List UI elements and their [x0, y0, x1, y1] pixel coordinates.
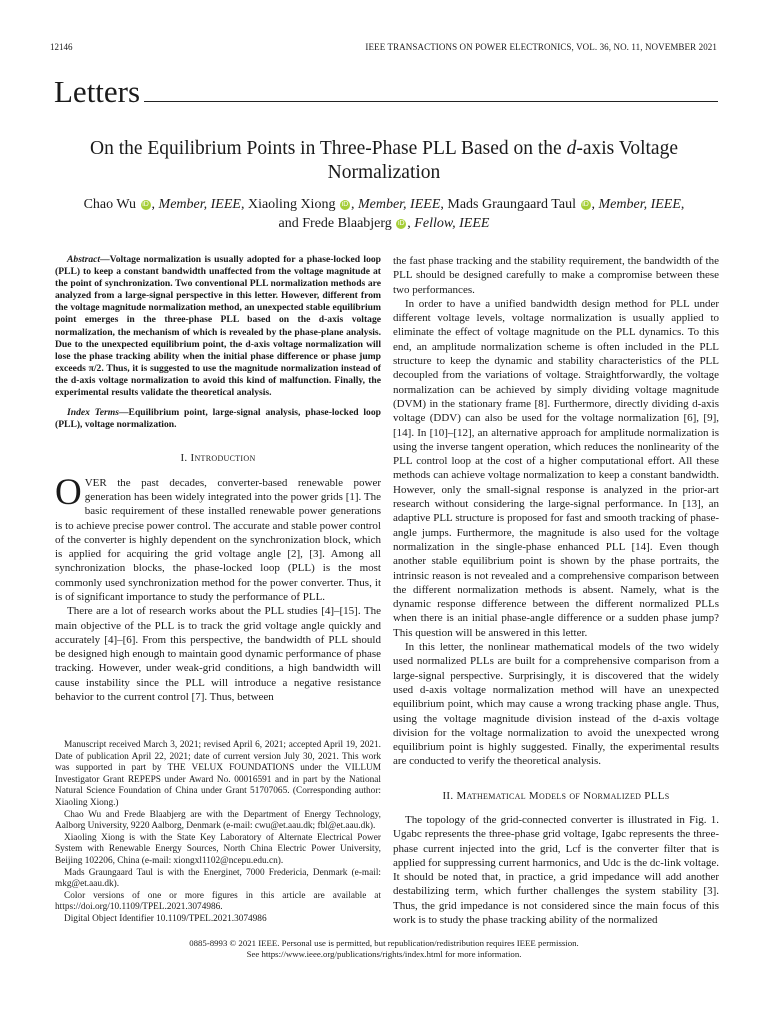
footnote-affil-3: Mads Graungaard Taul is with the Energinet, 7000 Fredericia, Denmark (e-mail: mkg@et.aau.dk).: [55, 867, 381, 890]
orcid-icon[interactable]: iD: [341, 201, 349, 208]
page-number: 12146: [50, 42, 73, 52]
right-column: [393, 254, 719, 927]
footnote-manuscript: Manuscript received March 3, 2021; revised April 6, 2021; accepted April 19, 2021. Date of publication April 22, 2021; date of current version July 30, 2021. This work was supported in part by THE VELUX FOUNDATIONS under the VILLUM Investigator Grant REPEPS under Award No. 00016591 and in part by the National Natural Science Foundation of China under Grant 51707065. (Corresponding author: Xiaoling Xiong.): [55, 740, 381, 808]
section-heading-models: II. Mathematical Models of Normalized PLLs: [442, 789, 670, 802]
copyright-line: 0885-8993 © 2021 IEEE. Personal use is permitted, but republication/redistribution requires IEEE permission.: [189, 938, 579, 948]
footnote-affil-2: Xiaoling Xiong is with the State Key Laboratory of Alternate Electrical Power System with Renewable Energy Sources, North China Electric Power University, Beijing 102206, China (e-mail: xiongxl1102@ncepu.edu.cn).: [55, 832, 381, 866]
drop-cap: O: [55, 471, 82, 513]
right-paragraph-1: In order to have a unified bandwidth design method for PLL under different voltage levels, voltage normalization is usually applied to eliminate the effect of voltage magnitude on the PLL dynamics. To this end, an amplitude normalization scheme is often included in the PLL structure to keep the dynamic and stability characteristics of the PLL decoupled from the variations of voltage. Straightforwardly, the voltage normalization can be achieved by simply dividing voltage magnitude (DVM) in the stationary frame [8]. Furthermore, directly dividing d-axis voltage (DDV) can also be used for the voltage normalization [6], [9], [14]. In [10]–[12], an alternative approach for amplitude normalization is using the inverse tangent operation, which reduces the nonlinearity of the PLL control loop at the cost of a higher computational effort. All these methods can achieve voltage normalization to keep a constant bandwidth. However, only the small-signal response is analyzed in the prior-art research without considering the large-signal performance. In [13], an adaptive PLL structure is proposed for fast and smooth tracking of phase-angle jumps. Furthermore, the magnitude is also used for the voltage normalization in the single-phase enhanced PLL [14]. Even though another stable equilibrium point is shown by the phase portraits, the intrinsic reason is not revealed and a comprehensive comparison between the different normalization methods is absent. Namely, what is the dynamic response difference between the different normalized PLLs when there is an initial phase-angle difference or a sudden phase jump? This question will be answered in this letter.: [393, 297, 719, 639]
orcid-icon[interactable]: iD: [142, 201, 149, 208]
copyright-footer: [60, 938, 708, 960]
orcid-icon[interactable]: iD: [582, 201, 589, 208]
author-name: and Frede Blaabjerg: [278, 216, 392, 231]
abstract: [55, 254, 381, 399]
footnote-affil-1: Chao Wu and Frede Blaabjerg are with the Department of Energy Technology, Aalborg University, 9220 Aalborg, Denmark (e-mail: cwu@et.aau.dk; fbl@et.aau.dk).: [55, 809, 381, 832]
models-paragraph-1: The topology of the grid-connected converter is illustrated in Fig. 1. Ugabc represents the three-phase grid voltage, Igabc represents the three-phase current injected into the grid, Lcf is the converter filter that is applied for suppressing current harmonics, and Udc is the dc-link voltage. It should be noted that, in practice, a grid impedance will add another destabilizing term, which further challenges the system stability [3]. Thus, the grid impedance is not considered since the main focus of this work is to study the phase tracking ability of the normalized: [393, 813, 719, 927]
abstract-label: Abstract: [67, 254, 101, 265]
title-italic: d: [566, 138, 577, 159]
right-paragraph-2: In this letter, the nonlinear mathematical models of the two widely used normalized PLLs are built for a comprehensive comparison from a large-signal perspective. Surprisingly, it is discovered that the widely used d-axis voltage normalization method will have an unexpected equilibrium point, which may cause a wrong tracking phase angle. Thus, using the voltage magnitude division instead of the d-axis voltage division for the voltage normalization to avoid the unexpected wrong equilibrium point is highly suggested. Finally, the experimental results are conducted to verify the theoretical analysis.: [393, 641, 719, 768]
author-affil: Member, IEEE: [598, 197, 681, 212]
section-heading-intro: I. Introduction: [180, 452, 256, 465]
section-label: Letters: [54, 74, 141, 109]
title-part1: On the Equilibrium Points in Three-Phase PLL Based on the: [89, 138, 567, 159]
journal-header: IEEE TRANSACTIONS ON POWER ELECTRONICS, VOL. 36, NO. 11, NOVEMBER 2021: [365, 42, 717, 52]
intro-paragraph-2: There are a lot of research works about the PLL studies [4]–[15]. The main objective of the PLL is to track the grid voltage angle quickly and accurately [4]–[6]. From this perspective, the bandwidth of PLL should be designed high enough to maintain good dynamic performance of phase tracking. However, under weak-grid conditions, a high bandwidth will cause instability since the PLL will introduce a negative resistance behavior to the current control [7]. Thus, between: [55, 605, 381, 704]
orcid-icon[interactable]: iD: [397, 220, 405, 227]
rights-link[interactable]: See https://www.ieee.org/publications/rights/index.html for more information.: [246, 949, 522, 959]
left-column: [55, 254, 381, 704]
index-terms-text: —Equilibrium point, large-signal analysis, phase-locked loop (PLL), voltage normalization.: [55, 407, 381, 431]
author-affil: Fellow, IEEE: [414, 216, 490, 231]
author-affil: Member, IEEE: [357, 197, 441, 212]
right-paragraph-0: the fast phase tracking and the stability requirement, the bandwidth of the PLL should be designed carefully to make a compromise between these two performances.: [393, 255, 719, 296]
title-part2: -axis Voltage Normalization: [327, 138, 678, 183]
author-name: Chao Wu: [83, 197, 137, 212]
index-terms-label: Index Terms: [67, 407, 119, 419]
section-rule: [144, 101, 718, 102]
author-list: Chao Wu iD , Member, IEEE, Xiaoling Xiong iD , Member, IEEE, Mads Graungaard Taul iD , Member, IEEE, and Frede Blaabjerg iD , Fellow, IEEE: [83, 197, 685, 231]
footnote-doi: Digital Object Identifier 10.1109/TPEL.2021.3074986: [64, 913, 267, 924]
footnotes: [55, 740, 381, 926]
author-affil: Member, IEEE: [158, 197, 241, 212]
paper-title: [60, 137, 708, 185]
index-terms: [55, 407, 381, 431]
abstract-text: —Voltage normalization is usually adopted for a phase-locked loop (PLL) to keep a constant bandwidth unaffected from the voltage magnitude at the point of synchronization. Two conventional PLL normalization methods are analyzed from a large-signal perspective in this letter. However, different from the voltage magnitude normalization method, an unexpected stable equilibrium point emerges in the three-phase PLL based on the d-axis voltage normalization, the mechanism of which is revealed by the phase-plane analysis. Due to the unexpected equilibrium point, the d-axis voltage normalization will lose the phase tracking ability when the initial phase difference or phase jump exceeds π/2. Thus, it is suggested to use the magnitude normalization instead of the d-axis voltage normalization to avoid this kind of malfunction. Finally, the experimental results validate the theoretical analysis.: [55, 254, 381, 399]
footnote-color: Color versions of one or more figures in this article are available at https://doi.org/10.1109/TPEL.2021.3074986.: [55, 890, 381, 913]
author-name: Mads Graungaard Taul: [447, 197, 576, 212]
author-name: Xiaoling Xiong: [247, 197, 336, 212]
intro-paragraph-1: OVER the past decades, converter-based renewable power generation has been widely integrated into the power grids [1]. The basic requirement of these installed renewable power generations is to achieve precise power control. The accurate and stable power control of the converter is highly dependent on the synchronization block, which is applied for acquiring the grid voltage angle [2], [3]. Among all synchronization blocks, the phase-locked loop (PLL) is the most commonly used synchronization method for the power converter. Thus, it is of significant importance to study the performance of PLL.: [55, 471, 381, 603]
